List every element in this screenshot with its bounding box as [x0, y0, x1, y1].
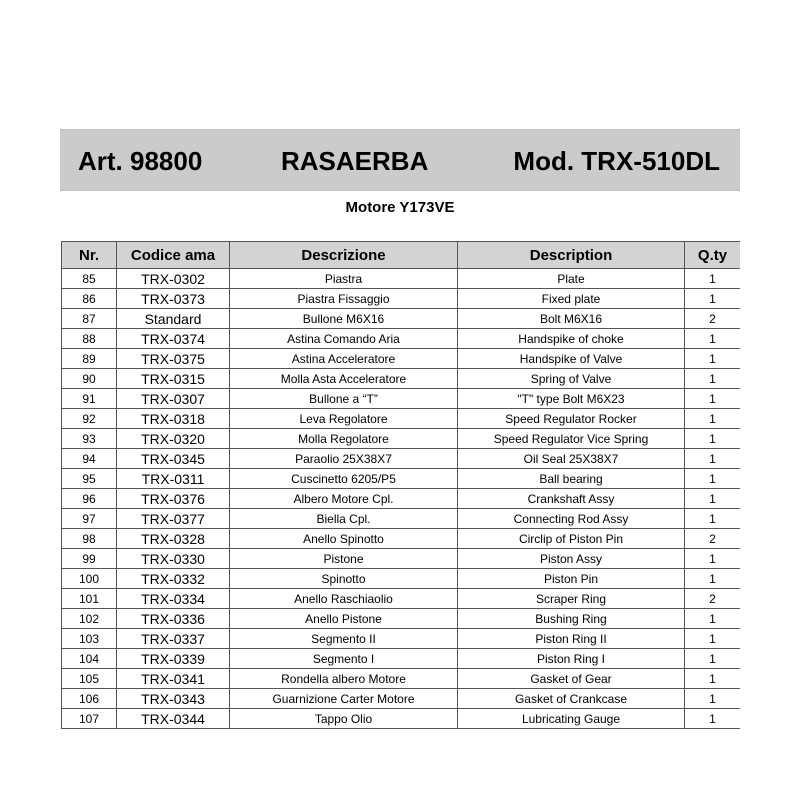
cell-qty: 1 — [685, 429, 741, 449]
cell-code: TRX-0341 — [117, 669, 230, 689]
table-row — [62, 309, 741, 329]
cell-nr: 93 — [62, 429, 117, 449]
cell-descrizione: Bullone a “T” — [230, 389, 458, 409]
cell-code: TRX-0376 — [117, 489, 230, 509]
cell-descrizione: Astina Acceleratore — [230, 349, 458, 369]
header-descrizione: Descrizione — [230, 242, 458, 269]
cell-code: TRX-0328 — [117, 529, 230, 549]
table-row — [62, 689, 741, 709]
cell-descrizione: Anello Pistone — [230, 609, 458, 629]
cell-qty: 1 — [685, 629, 741, 649]
cell-nr: 99 — [62, 549, 117, 569]
cell-code: TRX-0320 — [117, 429, 230, 449]
cell-nr: 97 — [62, 509, 117, 529]
cell-qty: 1 — [685, 549, 741, 569]
cell-qty: 1 — [685, 289, 741, 309]
header-description: Description — [458, 242, 685, 269]
parts-table — [61, 241, 740, 729]
cell-qty: 1 — [685, 409, 741, 429]
cell-nr: 100 — [62, 569, 117, 589]
cell-descrizione: Leva Regolatore — [230, 409, 458, 429]
cell-qty: 1 — [685, 389, 741, 409]
cell-nr: 106 — [62, 689, 117, 709]
cell-descrizione: Albero Motore Cpl. — [230, 489, 458, 509]
cell-nr: 90 — [62, 369, 117, 389]
cell-qty: 1 — [685, 569, 741, 589]
table-row — [62, 609, 741, 629]
header-qty: Q.ty — [685, 242, 741, 269]
cell-descrizione: Molla Asta Acceleratore — [230, 369, 458, 389]
title-bar — [60, 129, 740, 191]
cell-description: Connecting Rod Assy — [458, 509, 685, 529]
cell-code: TRX-0332 — [117, 569, 230, 589]
cell-qty: 1 — [685, 349, 741, 369]
table-row — [62, 529, 741, 549]
cell-nr: 103 — [62, 629, 117, 649]
table-row — [62, 449, 741, 469]
cell-description: Scraper Ring — [458, 589, 685, 609]
cell-qty: 1 — [685, 689, 741, 709]
table-row — [62, 549, 741, 569]
cell-qty: 2 — [685, 589, 741, 609]
cell-description: "T" type Bolt M6X23 — [458, 389, 685, 409]
cell-code: TRX-0318 — [117, 409, 230, 429]
cell-description: Speed Regulator Rocker — [458, 409, 685, 429]
table-row — [62, 629, 741, 649]
cell-descrizione: Spinotto — [230, 569, 458, 589]
cell-descrizione: Bullone M6X16 — [230, 309, 458, 329]
product-name: RASAERBA — [281, 146, 429, 176]
cell-qty: 1 — [685, 669, 741, 689]
cell-description: Ball bearing — [458, 469, 685, 489]
header-code: Codice ama — [117, 242, 230, 269]
cell-nr: 96 — [62, 489, 117, 509]
table-row — [62, 469, 741, 489]
cell-nr: 95 — [62, 469, 117, 489]
cell-code: TRX-0344 — [117, 709, 230, 729]
cell-nr: 105 — [62, 669, 117, 689]
cell-code: TRX-0345 — [117, 449, 230, 469]
model-number: Mod. TRX-510DL — [513, 146, 720, 176]
cell-description: Gasket of Gear — [458, 669, 685, 689]
cell-description: Oil Seal 25X38X7 — [458, 449, 685, 469]
table-row — [62, 649, 741, 669]
table-row — [62, 369, 741, 389]
cell-description: Gasket of Crankcase — [458, 689, 685, 709]
parts-table-container — [61, 241, 740, 731]
cell-nr: 101 — [62, 589, 117, 609]
cell-description: Handspike of choke — [458, 329, 685, 349]
cell-qty: 1 — [685, 269, 741, 289]
table-row — [62, 389, 741, 409]
cell-qty: 1 — [685, 609, 741, 629]
table-row — [62, 709, 741, 729]
cell-descrizione: Paraolio 25X38X7 — [230, 449, 458, 469]
cell-code: TRX-0343 — [117, 689, 230, 709]
table-row — [62, 669, 741, 689]
cell-code: TRX-0373 — [117, 289, 230, 309]
table-row — [62, 409, 741, 429]
cell-qty: 1 — [685, 509, 741, 529]
cell-description: Bushing Ring — [458, 609, 685, 629]
cell-description: Piston Ring II — [458, 629, 685, 649]
cell-nr: 86 — [62, 289, 117, 309]
cell-description: Bolt M6X16 — [458, 309, 685, 329]
article-number: Art. 98800 — [78, 146, 203, 176]
cell-qty: 1 — [685, 449, 741, 469]
cell-description: Piston Ring I — [458, 649, 685, 669]
header-nr: Nr. — [62, 242, 117, 269]
cell-description: Speed Regulator Vice Spring — [458, 429, 685, 449]
cell-descrizione: Cuscinetto 6205/P5 — [230, 469, 458, 489]
cell-nr: 104 — [62, 649, 117, 669]
table-row — [62, 489, 741, 509]
cell-nr: 88 — [62, 329, 117, 349]
cell-description: Crankshaft Assy — [458, 489, 685, 509]
cell-description: Spring of Valve — [458, 369, 685, 389]
table-row — [62, 269, 741, 289]
table-header-row — [62, 242, 741, 269]
cell-code: TRX-0336 — [117, 609, 230, 629]
cell-descrizione: Molla Regolatore — [230, 429, 458, 449]
cell-qty: 1 — [685, 369, 741, 389]
cell-descrizione: Segmento II — [230, 629, 458, 649]
cell-description: Lubricating Gauge — [458, 709, 685, 729]
cell-nr: 87 — [62, 309, 117, 329]
cell-nr: 85 — [62, 269, 117, 289]
cell-code: TRX-0302 — [117, 269, 230, 289]
cell-code: TRX-0315 — [117, 369, 230, 389]
cell-description: Piston Pin — [458, 569, 685, 589]
cell-qty: 1 — [685, 329, 741, 349]
cell-nr: 102 — [62, 609, 117, 629]
table-row — [62, 589, 741, 609]
cell-descrizione: Anello Raschiaolio — [230, 589, 458, 609]
table-row — [62, 289, 741, 309]
cell-description: Circlip of Piston Pin — [458, 529, 685, 549]
cell-descrizione: Rondella albero Motore — [230, 669, 458, 689]
table-body — [62, 269, 741, 729]
cell-description: Fixed plate — [458, 289, 685, 309]
cell-nr: 91 — [62, 389, 117, 409]
cell-qty: 1 — [685, 649, 741, 669]
cell-code: TRX-0311 — [117, 469, 230, 489]
table-row — [62, 349, 741, 369]
table-row — [62, 569, 741, 589]
cell-description: Handspike of Valve — [458, 349, 685, 369]
cell-descrizione: Tappo Olio — [230, 709, 458, 729]
cell-descrizione: Pistone — [230, 549, 458, 569]
cell-descrizione: Segmento I — [230, 649, 458, 669]
cell-code: TRX-0374 — [117, 329, 230, 349]
cell-code: TRX-0375 — [117, 349, 230, 369]
cell-qty: 2 — [685, 309, 741, 329]
cell-descrizione: Guarnizione Carter Motore — [230, 689, 458, 709]
table-row — [62, 329, 741, 349]
cell-code: TRX-0337 — [117, 629, 230, 649]
engine-subtitle: Motore Y173VE — [345, 199, 455, 216]
cell-descrizione: Biella Cpl. — [230, 509, 458, 529]
cell-qty: 2 — [685, 529, 741, 549]
cell-descrizione: Astina Comando Aria — [230, 329, 458, 349]
cell-nr: 92 — [62, 409, 117, 429]
cell-descrizione: Anello Spinotto — [230, 529, 458, 549]
cell-code: TRX-0307 — [117, 389, 230, 409]
cell-descrizione: Piastra Fissaggio — [230, 289, 458, 309]
cell-nr: 94 — [62, 449, 117, 469]
cell-code: TRX-0377 — [117, 509, 230, 529]
cell-qty: 1 — [685, 489, 741, 509]
cell-nr: 107 — [62, 709, 117, 729]
table-row — [62, 429, 741, 449]
table-row — [62, 509, 741, 529]
cell-description: Piston Assy — [458, 549, 685, 569]
cell-code: TRX-0334 — [117, 589, 230, 609]
cell-descrizione: Piastra — [230, 269, 458, 289]
cell-description: Plate — [458, 269, 685, 289]
cell-code: Standard — [117, 309, 230, 329]
cell-code: TRX-0339 — [117, 649, 230, 669]
cell-nr: 98 — [62, 529, 117, 549]
cell-nr: 89 — [62, 349, 117, 369]
cell-qty: 1 — [685, 709, 741, 729]
cell-qty: 1 — [685, 469, 741, 489]
cell-code: TRX-0330 — [117, 549, 230, 569]
